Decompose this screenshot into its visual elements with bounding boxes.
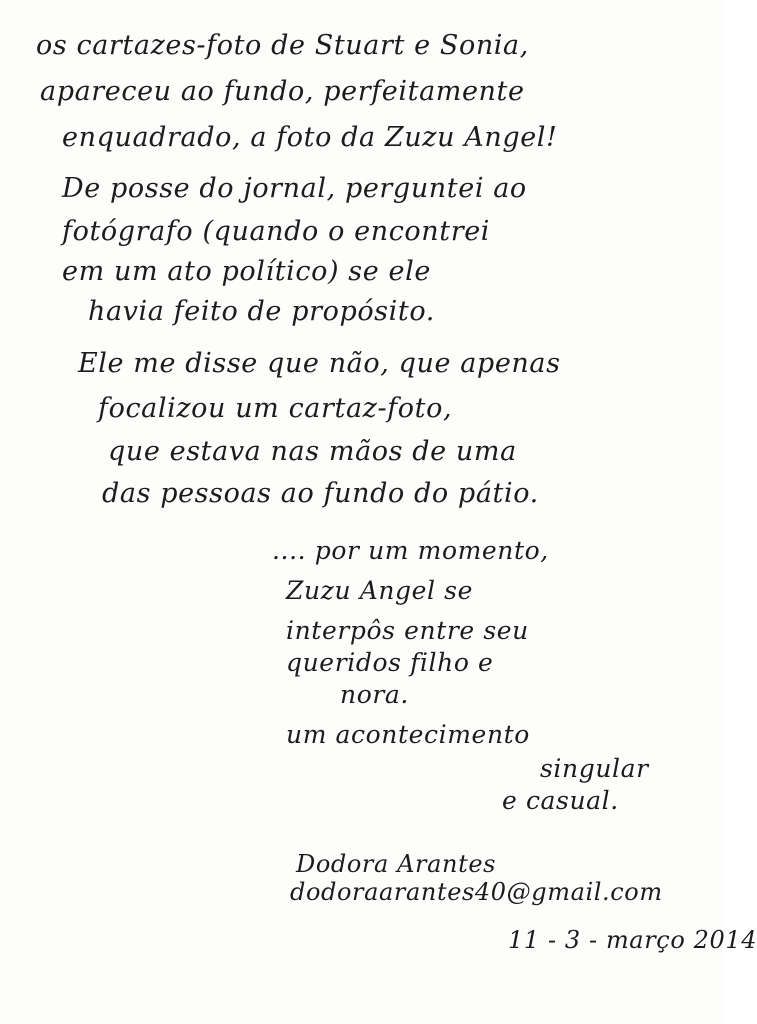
text-line: havia feito de propósito. <box>88 296 435 327</box>
text-line: os cartazes-foto de Stuart e Sonia, <box>36 30 529 61</box>
text-line: Zuzu Angel se <box>286 576 474 605</box>
text-line: um acontecimento <box>286 720 530 749</box>
text-line: em um ato político) se ele <box>62 256 431 287</box>
text-line: interpôs entre seu <box>286 616 529 645</box>
text-line: queridos filho e <box>286 648 494 677</box>
text-line: focalizou um cartaz-foto, <box>98 393 453 424</box>
text-line: enquadrado, a foto da Zuzu Angel! <box>62 122 558 153</box>
text-line: e casual. <box>502 786 619 815</box>
signature-email: dodoraarantes40@gmail.com <box>290 878 663 906</box>
text-line: fotógrafo (quando o encontrei <box>62 216 491 247</box>
signature-date: 11 - 3 - março 2014 <box>508 926 757 954</box>
text-line: Ele me disse que não, que apenas <box>78 348 561 379</box>
text-line: apareceu ao fundo, perfeitamente <box>40 76 525 107</box>
text-line: De posse do jornal, perguntei ao <box>62 173 527 204</box>
text-line: .... por um momento, <box>272 536 549 565</box>
text-line: singular <box>540 754 649 783</box>
text-line: nora. <box>340 680 409 709</box>
signature-name: Dodora Arantes <box>296 850 497 878</box>
text-line: que estava nas mãos de uma <box>108 436 517 467</box>
text-line: das pessoas ao fundo do pátio. <box>102 478 539 509</box>
